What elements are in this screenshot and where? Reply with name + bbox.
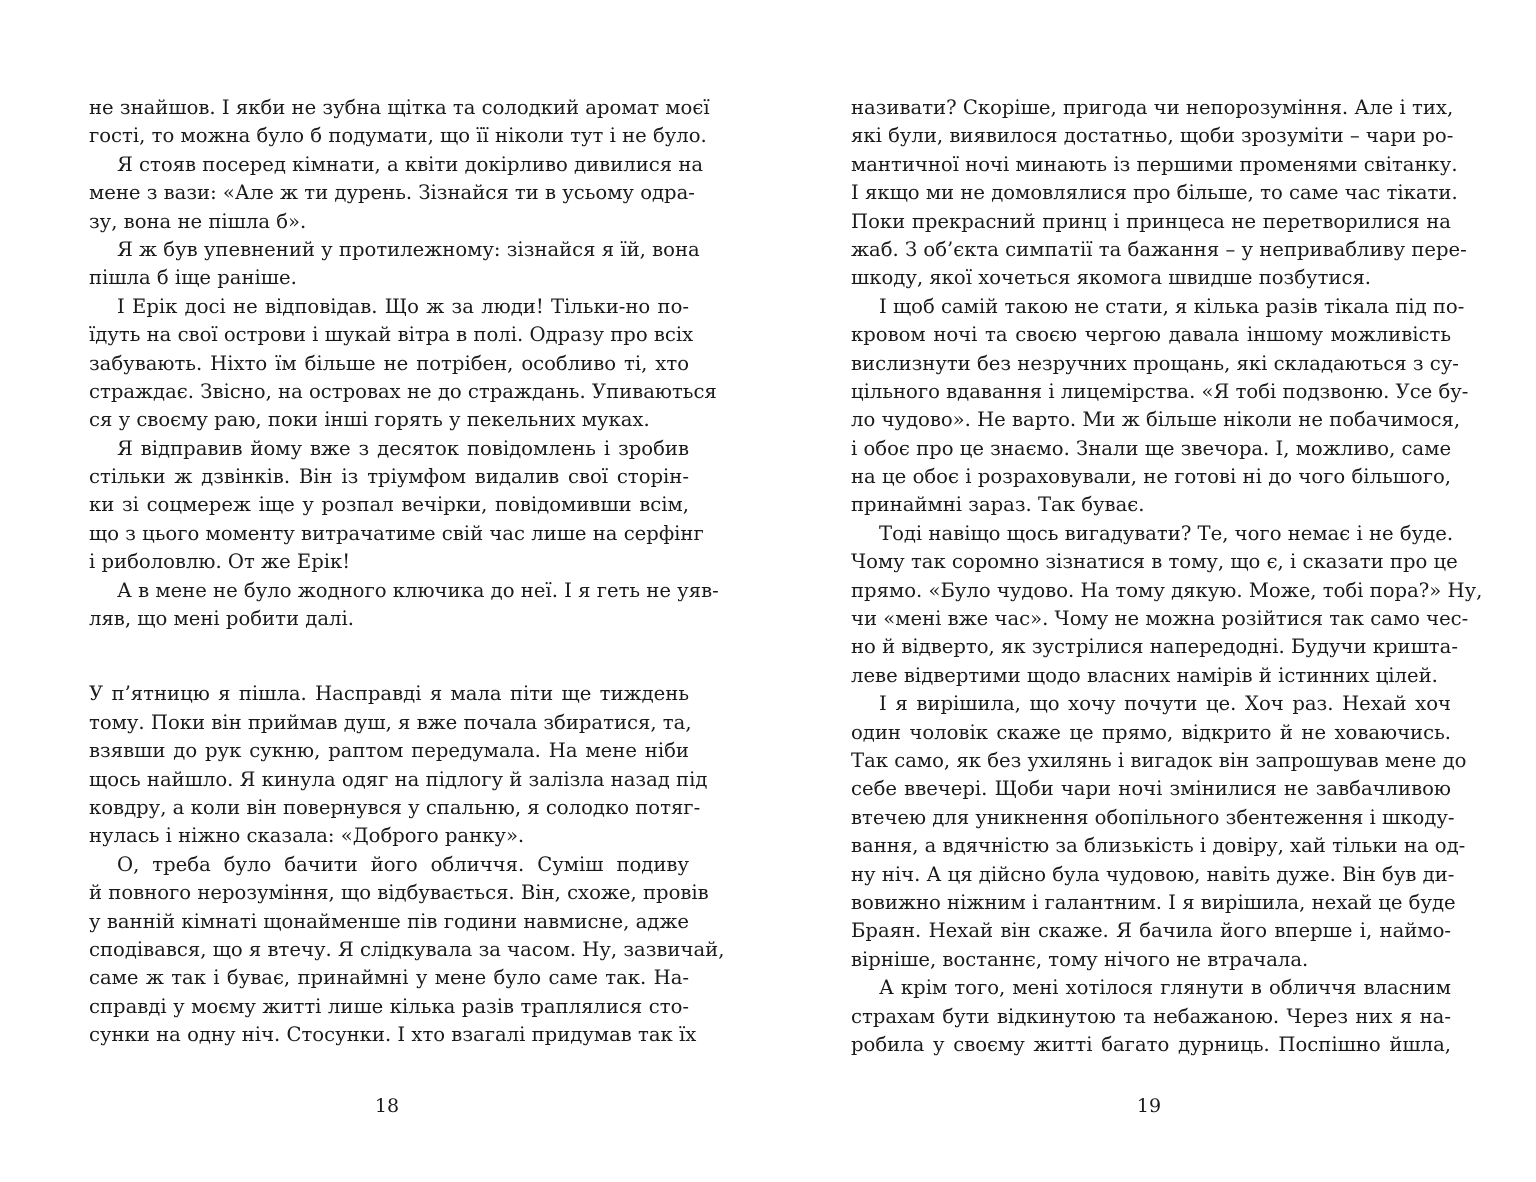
text-line: і риболовлю. От же Ерік!	[89, 550, 351, 574]
text-line: мене з вази: «Але ж ти дурень. Зізнайся ти в усьому одра-	[89, 181, 695, 205]
text-line: на це обоє і розраховували, не готові ні до чого більшого,	[851, 465, 1451, 489]
text-line: Браян. Нехай він скаже. Я бачила його вперше і, наймо-	[851, 919, 1451, 943]
text-line: ляв, що мені робити далі.	[89, 607, 354, 631]
text-line: Поки прекрасний принц і принцеса не перетворилися на	[851, 209, 1451, 233]
text-line: І я вирішила, що хочу почути це. Хоч раз. Нехай хоч	[879, 692, 1451, 716]
text-line: й повного нерозуміння, що відбувається. Він, схоже, провів	[89, 881, 709, 905]
text-line: принаймні зараз. Так буває.	[851, 493, 1145, 517]
text-line: втечею для уникнення обопільного збентеження і шкоду-	[851, 805, 1455, 829]
text-line: леве відвертими щодо власних намірів й істинних цілей.	[851, 663, 1438, 687]
text-line: прямо. «Було чудово. На тому дякую. Може, тобі пора?» Ну,	[851, 578, 1483, 602]
text-line: сподівався, що я втечу. Я слідкувала за часом. Ну, зазвичай,	[89, 937, 725, 961]
text-line: страждає. Звісно, на островах не до страждань. Упиваються	[89, 379, 717, 403]
text-line: І якщо ми не домовлялися про більше, то саме час тікати.	[851, 181, 1458, 205]
text-line: вірніше, востаннє, тому нічого не втрачала.	[851, 947, 1309, 971]
right-page	[851, 94, 1483, 1059]
page-number-right: 19	[1136, 1095, 1162, 1117]
text-line: ки зі соцмереж іще у розпал вечірки, повідомивши всім,	[89, 493, 689, 517]
left-page-text	[89, 94, 725, 1050]
text-line: пішла б іще раніше.	[89, 266, 297, 290]
text-line: що з цього моменту витрачатиме свій час лише на серфінг	[89, 521, 704, 545]
text-line: но й відверто, як зустрілися напередодні. Будучи кришта-	[851, 635, 1458, 659]
text-line: один чоловік скаже це прямо, відкрито й не ховаючись.	[851, 720, 1451, 744]
text-line: ло чудово». Не варто. Ми ж більше ніколи не побачимося,	[851, 408, 1461, 432]
text-line: Я стояв посеред кімнати, а квіти докірливо дивилися на	[117, 152, 704, 176]
text-line: У п’ятницю я пішла. Насправді я мала піти ще тиждень	[89, 682, 689, 706]
text-line: вання, а вдячністю за близькість і довіру, хай тільки на од-	[851, 834, 1466, 858]
text-line: робила у своєму житті багато дурниць. Поспішно йшла,	[851, 1032, 1451, 1056]
text-line: саме ж так і буває, принаймні у мене було саме так. На-	[89, 966, 689, 990]
text-line: нулась і ніжно сказала: «Доброго ранку».	[89, 824, 525, 848]
text-line: називати? Скоріше, пригода чи непорозуміння. Але і тих,	[851, 96, 1454, 119]
text-line: забувають. Ніхто їм більше не потрібен, особливо ті, хто	[89, 351, 689, 375]
text-line: стільки ж дзвінків. Він із тріумфом видалив свої сторін-	[89, 465, 689, 489]
text-line: Чому так соромно зізнатися в тому, що є, і сказати про це	[851, 550, 1458, 574]
text-line: вислизнути без незручних прощань, які складаються з су-	[851, 351, 1459, 375]
text-line: І Ерік досі не відповідав. Що ж за люди! Тільки-но по-	[117, 294, 689, 318]
text-line: Так само, як без ухилянь і вигадок він запрошував мене до	[851, 748, 1467, 772]
text-line: ковдру, а коли він повернувся у спальню, я солодко потяг-	[89, 795, 701, 819]
text-line: шкоду, якої хочеться якомога швидше позбутися.	[851, 266, 1372, 290]
text-line: справді у моєму житті лише кілька разів траплялися сто-	[89, 994, 689, 1018]
text-line: А в мене не було жодного ключика до неї. І я геть не уяв-	[117, 578, 719, 602]
text-line: страхам бути відкинутою та небажаною. Через них я на-	[851, 1004, 1451, 1028]
text-line: їдуть на свої острови і шукай вітра в полі. Одразу про всіх	[89, 323, 694, 347]
text-line: О, треба було бачити його обличчя. Суміш подиву	[117, 852, 689, 876]
text-line: у ванній кімнаті щонайменше пів години навмисне, адже	[89, 909, 689, 933]
text-line: жаб. З об’єкта симпатії та бажання – у непривабливу пере-	[851, 237, 1467, 261]
text-line: не знайшов. І якби не зубна щітка та солодкий аромат моєї	[89, 96, 710, 119]
text-line: І щоб самій такою не стати, я кілька разів тікала під по-	[879, 294, 1465, 318]
text-line: тому. Поки він приймав душ, я вже почала збиратися, та,	[89, 710, 692, 734]
left-page	[89, 94, 725, 1050]
text-line: сунки на одну ніч. Стосунки. І хто взагалі придумав так їх	[89, 1023, 697, 1047]
section-break	[89, 633, 689, 680]
text-line: взявши до рук сукню, раптом передумала. На мене ніби	[89, 739, 689, 763]
right-page-text	[851, 94, 1483, 1059]
text-line: зу, вона не пішла б».	[89, 209, 307, 233]
text-line: себе ввечері. Щоби чари ночі змінилися не завбачливою	[851, 777, 1451, 801]
text-line: які були, виявилося достатньо, щоби зрозуміти – чари ро-	[851, 124, 1454, 148]
text-line: щось найшло. Я кинула одяг на підлогу й залізла назад під	[89, 767, 708, 791]
text-line: Я відправив йому вже з десяток повідомлень і зробив	[117, 436, 689, 460]
text-line: ну ніч. А ця дійсно була чудовою, навіть дуже. Він був ди-	[851, 862, 1455, 886]
text-line: ся у своєму раю, поки інші горять у пекельних муках.	[89, 408, 650, 432]
text-line: цільного вдавання і лицемірства. «Я тобі подзвоню. Усе бу-	[851, 379, 1469, 403]
text-line: гості, то можна було б подумати, що її ніколи тут і не було.	[89, 124, 707, 148]
text-line: чи «мені вже час». Чому не можна розійтися так само чес-	[851, 607, 1469, 631]
text-line: вовижно ніжним і галантним. І я вирішила, нехай це буде	[851, 890, 1456, 914]
page-number-left: 18	[374, 1095, 400, 1117]
text-line: і обоє про це знаємо. Знали ще звечора. І, можливо, саме	[851, 436, 1452, 460]
text-line: Я ж був упевнений у протилежному: зізнайся я їй, вона	[117, 237, 700, 261]
text-line: мантичної ночі минають із першими променями світанку.	[851, 152, 1458, 176]
text-line: А крім того, мені хотілося глянути в обличчя власним	[879, 976, 1451, 1000]
text-line: Тоді навіщо щось вигадувати? Те, чого немає і не буде.	[879, 521, 1454, 545]
text-line: кровом ночі та своєю чергою давала іншому можливість	[851, 323, 1451, 347]
